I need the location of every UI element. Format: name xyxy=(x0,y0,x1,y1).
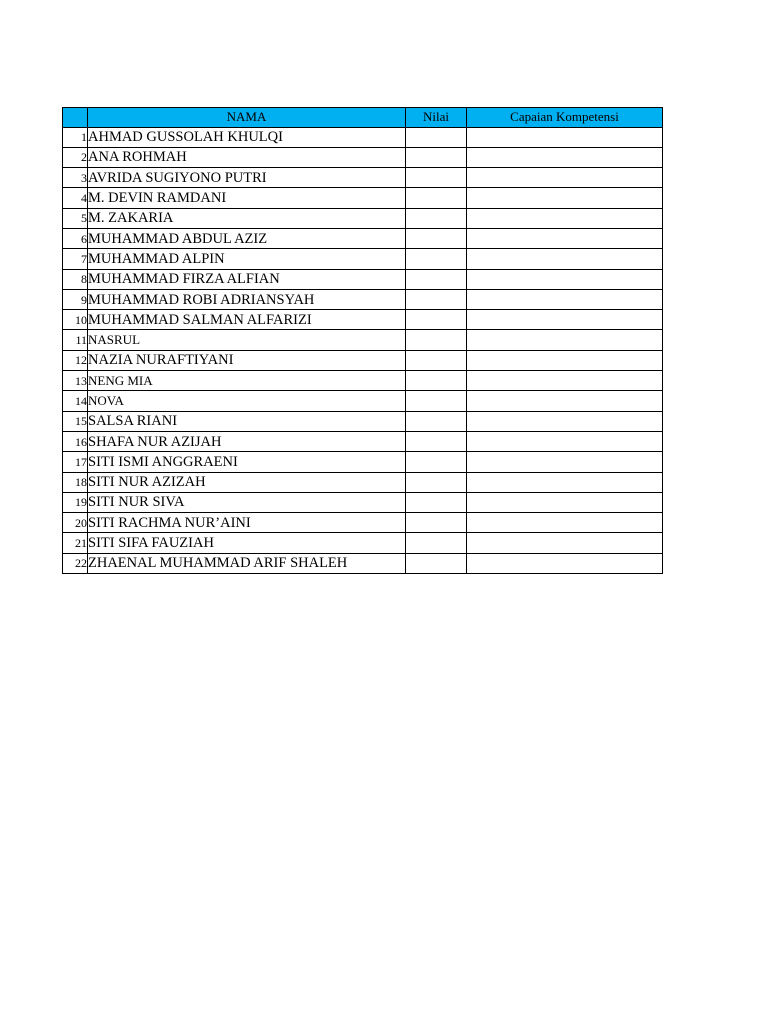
nilai-cell[interactable] xyxy=(406,513,467,533)
student-name-cell[interactable]: MUHAMMAD ROBI ADRIANSYAH xyxy=(88,289,406,309)
row-number-cell: 16 xyxy=(63,431,88,451)
capaian-kompetensi-cell[interactable] xyxy=(467,127,663,147)
row-number-cell: 7 xyxy=(63,249,88,269)
table-row xyxy=(63,492,663,512)
nilai-cell[interactable] xyxy=(406,391,467,411)
student-name-cell[interactable]: SHAFA NUR AZIJAH xyxy=(88,431,406,451)
nilai-cell[interactable] xyxy=(406,431,467,451)
row-number-cell: 14 xyxy=(63,391,88,411)
capaian-kompetensi-cell[interactable] xyxy=(467,147,663,167)
table-row xyxy=(63,513,663,533)
table-header xyxy=(63,108,663,128)
student-name-cell[interactable]: ZHAENAL MUHAMMAD ARIF SHALEH xyxy=(88,553,406,573)
nilai-cell[interactable] xyxy=(406,228,467,248)
table-body xyxy=(63,127,663,574)
row-number-cell: 8 xyxy=(63,269,88,289)
nilai-cell[interactable] xyxy=(406,188,467,208)
capaian-kompetensi-cell[interactable] xyxy=(467,391,663,411)
table-row xyxy=(63,208,663,228)
student-name-cell[interactable]: MUHAMMAD ALPIN xyxy=(88,249,406,269)
header-capaian-kompetensi: Capaian Kompetensi xyxy=(467,108,663,128)
nilai-cell[interactable] xyxy=(406,553,467,573)
student-score-table xyxy=(62,107,663,574)
table-row xyxy=(63,431,663,451)
table-row xyxy=(63,533,663,553)
header-nama: NAMA xyxy=(88,108,406,128)
capaian-kompetensi-cell[interactable] xyxy=(467,310,663,330)
capaian-kompetensi-cell[interactable] xyxy=(467,411,663,431)
student-name-cell[interactable]: SITI NUR AZIZAH xyxy=(88,472,406,492)
header-number-cell xyxy=(63,108,88,128)
capaian-kompetensi-cell[interactable] xyxy=(467,350,663,370)
row-number-cell: 1 xyxy=(63,127,88,147)
header-row xyxy=(63,108,663,128)
row-number-cell: 5 xyxy=(63,208,88,228)
nilai-cell[interactable] xyxy=(406,269,467,289)
row-number-cell: 11 xyxy=(63,330,88,350)
capaian-kompetensi-cell[interactable] xyxy=(467,249,663,269)
student-name-cell[interactable]: M. DEVIN RAMDANI xyxy=(88,188,406,208)
student-name-cell[interactable]: SITI ISMI ANGGRAENI xyxy=(88,452,406,472)
nilai-cell[interactable] xyxy=(406,472,467,492)
capaian-kompetensi-cell[interactable] xyxy=(467,228,663,248)
student-name-cell[interactable]: SITI NUR SIVA xyxy=(88,492,406,512)
capaian-kompetensi-cell[interactable] xyxy=(467,208,663,228)
student-name-cell[interactable]: NENG MIA xyxy=(88,371,406,391)
capaian-kompetensi-cell[interactable] xyxy=(467,168,663,188)
row-number-cell: 3 xyxy=(63,168,88,188)
student-name-cell[interactable]: M. ZAKARIA xyxy=(88,208,406,228)
row-number-cell: 10 xyxy=(63,310,88,330)
capaian-kompetensi-cell[interactable] xyxy=(467,431,663,451)
row-number-cell: 20 xyxy=(63,513,88,533)
row-number-cell: 17 xyxy=(63,452,88,472)
nilai-cell[interactable] xyxy=(406,330,467,350)
table-row xyxy=(63,350,663,370)
table-row xyxy=(63,228,663,248)
nilai-cell[interactable] xyxy=(406,452,467,472)
capaian-kompetensi-cell[interactable] xyxy=(467,188,663,208)
row-number-cell: 22 xyxy=(63,553,88,573)
header-nilai: Nilai xyxy=(406,108,467,128)
table-row xyxy=(63,188,663,208)
row-number-cell: 13 xyxy=(63,371,88,391)
student-name-cell[interactable]: SITI RACHMA NUR’AINI xyxy=(88,513,406,533)
row-number-cell: 19 xyxy=(63,492,88,512)
nilai-cell[interactable] xyxy=(406,371,467,391)
nilai-cell[interactable] xyxy=(406,310,467,330)
table-row xyxy=(63,411,663,431)
nilai-cell[interactable] xyxy=(406,249,467,269)
student-name-cell[interactable]: AVRIDA SUGIYONO PUTRI xyxy=(88,168,406,188)
capaian-kompetensi-cell[interactable] xyxy=(467,330,663,350)
student-name-cell[interactable]: NOVA xyxy=(88,391,406,411)
capaian-kompetensi-cell[interactable] xyxy=(467,553,663,573)
table-row xyxy=(63,553,663,573)
student-name-cell[interactable]: SALSA RIANI xyxy=(88,411,406,431)
nilai-cell[interactable] xyxy=(406,168,467,188)
row-number-cell: 12 xyxy=(63,350,88,370)
row-number-cell: 21 xyxy=(63,533,88,553)
row-number-cell: 4 xyxy=(63,188,88,208)
nilai-cell[interactable] xyxy=(406,147,467,167)
row-number-cell: 15 xyxy=(63,411,88,431)
table-row xyxy=(63,472,663,492)
table-row xyxy=(63,310,663,330)
table-row xyxy=(63,127,663,147)
nilai-cell[interactable] xyxy=(406,289,467,309)
table-row xyxy=(63,289,663,309)
student-name-cell[interactable]: ANA ROHMAH xyxy=(88,147,406,167)
row-number-cell: 18 xyxy=(63,472,88,492)
capaian-kompetensi-cell[interactable] xyxy=(467,513,663,533)
student-name-cell[interactable]: AHMAD GUSSOLAH KHULQI xyxy=(88,127,406,147)
row-number-cell: 9 xyxy=(63,289,88,309)
row-number-cell: 6 xyxy=(63,228,88,248)
student-name-cell[interactable]: MUHAMMAD ABDUL AZIZ xyxy=(88,228,406,248)
student-name-cell[interactable]: MUHAMMAD SALMAN ALFARIZI xyxy=(88,310,406,330)
student-name-cell[interactable]: SITI SIFA FAUZIAH xyxy=(88,533,406,553)
table-row xyxy=(63,168,663,188)
nilai-cell[interactable] xyxy=(406,127,467,147)
capaian-kompetensi-cell[interactable] xyxy=(467,371,663,391)
table-row xyxy=(63,452,663,472)
row-number-cell: 2 xyxy=(63,147,88,167)
table-row xyxy=(63,249,663,269)
table-row xyxy=(63,391,663,411)
student-name-cell[interactable]: MUHAMMAD FIRZA ALFIAN xyxy=(88,269,406,289)
nilai-cell[interactable] xyxy=(406,533,467,553)
table-row xyxy=(63,147,663,167)
table-row xyxy=(63,371,663,391)
capaian-kompetensi-cell[interactable] xyxy=(467,269,663,289)
capaian-kompetensi-cell[interactable] xyxy=(467,289,663,309)
capaian-kompetensi-cell[interactable] xyxy=(467,472,663,492)
table-row xyxy=(63,269,663,289)
nilai-cell[interactable] xyxy=(406,411,467,431)
table-row xyxy=(63,330,663,350)
student-name-cell[interactable]: NASRUL xyxy=(88,330,406,350)
nilai-cell[interactable] xyxy=(406,208,467,228)
capaian-kompetensi-cell[interactable] xyxy=(467,492,663,512)
student-name-cell[interactable]: NAZIA NURAFTIYANI xyxy=(88,350,406,370)
nilai-cell[interactable] xyxy=(406,350,467,370)
capaian-kompetensi-cell[interactable] xyxy=(467,452,663,472)
capaian-kompetensi-cell[interactable] xyxy=(467,533,663,553)
nilai-cell[interactable] xyxy=(406,492,467,512)
